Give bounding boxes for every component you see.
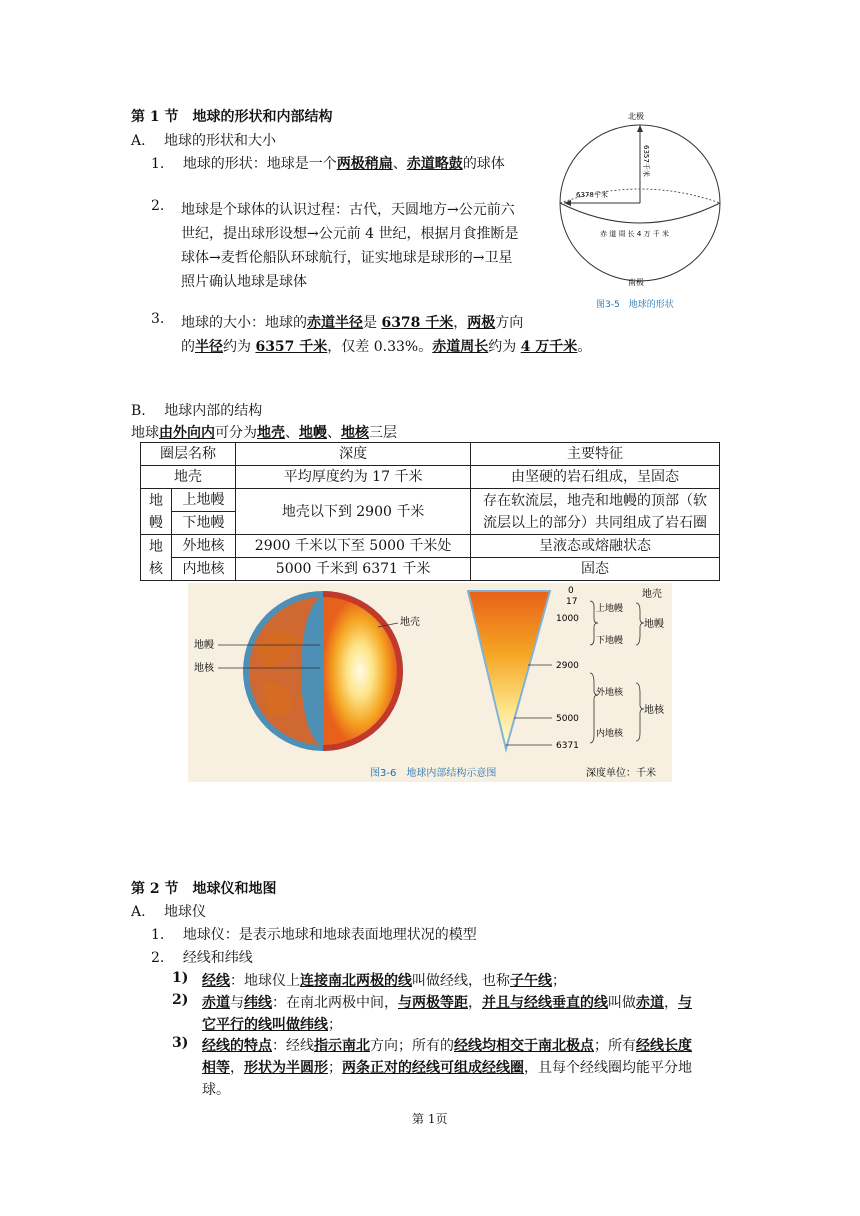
keyword: 形状为半圆形: [244, 1060, 328, 1076]
keyword: 赤道半径: [307, 315, 363, 331]
intro-text: 可分为: [215, 425, 257, 441]
meridian-features-item: [202, 1035, 692, 1101]
table-row: [141, 535, 720, 558]
section1-title: 第 1 节 地球的形状和内部结构: [131, 109, 333, 125]
table-cell: 2900 千米以下至 5000 千米处: [236, 535, 471, 558]
item-text: 是: [363, 315, 382, 331]
keyword: 地幔: [299, 425, 327, 441]
table-cell: 下地幔: [172, 512, 236, 535]
item-text: ；: [328, 1017, 342, 1033]
keyword: 赤道: [202, 995, 230, 1011]
upper-mantle-label: 上地幔: [596, 604, 624, 614]
table-cell: 外地核: [172, 535, 236, 558]
keyword: 半径: [195, 339, 223, 355]
globe-shape-figure: [556, 105, 726, 315]
table-cell: 固态: [471, 558, 720, 581]
item-text: ，仅差 0.33%。: [327, 339, 433, 355]
keyword: 4 万千米: [520, 339, 578, 355]
keyword: 赤道: [636, 995, 664, 1011]
group-char: 地: [149, 538, 163, 555]
item-text: ；: [552, 973, 566, 989]
item-text: 的球体: [462, 156, 505, 172]
sub-number: 1): [172, 970, 189, 986]
keyword: 6357 千米: [255, 339, 328, 355]
table-header: 主要特征: [471, 443, 720, 466]
keyword: 与: [678, 995, 692, 1011]
item-text: 的: [181, 339, 195, 355]
part-a-text: 地球的形状和大小: [164, 133, 277, 149]
item-number: 1.: [151, 156, 165, 172]
table-row: [141, 558, 720, 581]
item-text: ：经线: [272, 1038, 314, 1054]
item-text: ，: [453, 315, 468, 331]
table-group-cell: [141, 489, 172, 535]
size-item: [181, 311, 591, 359]
item-text: 。: [577, 339, 592, 355]
sub-number: 2): [172, 992, 189, 1008]
mantle-label: 地幔: [194, 640, 214, 651]
sub-item-number: [172, 970, 188, 986]
cell-line: 存在软流层，地壳和地幔的顶部（软: [483, 492, 708, 509]
table-cell: 内地核: [172, 558, 236, 581]
intro-text: 地球: [131, 425, 159, 441]
crust-right-label: 地壳: [642, 589, 662, 600]
separator: 、: [392, 156, 407, 172]
globe-def-item: [151, 924, 477, 944]
item-text: ：地球仪上: [230, 973, 300, 989]
item-text: 地球仪：是表示地球和地球表面地理状况的模型: [182, 927, 477, 943]
lines-item: [151, 947, 253, 967]
item-text: ，且每个经线圈均能平分地: [524, 1060, 692, 1076]
page-number: 第 1页: [412, 1112, 448, 1126]
table-cell: 平均厚度约为 17 千米: [236, 466, 471, 489]
item-number: 1.: [151, 927, 165, 943]
section2-part-a: [131, 901, 206, 921]
keyword: 由外向内: [159, 425, 215, 441]
item-text: ；所有: [594, 1038, 636, 1054]
item-number: 2.: [151, 198, 165, 214]
depth-label: 0: [568, 586, 574, 596]
part-a-label: A.: [131, 133, 146, 149]
item-text: ，: [468, 995, 482, 1011]
table-row: [141, 466, 720, 489]
core-label: 地核: [194, 663, 214, 674]
keyword: 经线长度: [636, 1038, 692, 1054]
keyword: 连接南北两极的线: [300, 973, 412, 989]
keyword: 经线: [202, 973, 230, 989]
separator: 、: [327, 425, 341, 441]
polar-radius-label: 6357千米: [642, 145, 650, 177]
cell-line: 流层以上的部分）共同组成了岩石圈: [483, 514, 708, 531]
item-text: 约为: [488, 339, 521, 355]
part-a-label: A.: [131, 904, 146, 920]
table-cell: 呈液态或熔融状态: [471, 535, 720, 558]
depth-label: 17: [566, 597, 578, 607]
item-text: 方向；所有的: [370, 1038, 454, 1054]
mantle-right-label: 地幔: [644, 619, 664, 630]
equatorial-radius-label: 6378千米: [576, 191, 608, 199]
keyword: 相等: [202, 1060, 230, 1076]
keyword: 经线的特点: [202, 1038, 272, 1054]
history-text: [181, 198, 519, 294]
keyword: 子午线: [510, 973, 552, 989]
keyword: 纬线: [244, 995, 272, 1011]
depth-label: 2900: [556, 661, 579, 671]
crust-label: 地壳: [400, 617, 420, 628]
history-item: [151, 198, 164, 214]
group-char: 幔: [149, 514, 163, 531]
history-line: 世纪，提出球形设想→公元前 4 世纪，根据月食推断是: [181, 226, 519, 242]
meridian-item: [202, 970, 566, 990]
earth-structure-figure: [188, 583, 672, 782]
earth-layers-table: [140, 442, 720, 581]
table-cell: [471, 489, 720, 535]
item-text: ：在南北两极中间，: [272, 995, 398, 1011]
table-cell: 上地幔: [172, 489, 236, 512]
sub-number: 3): [172, 1035, 189, 1051]
keyword: 地壳: [257, 425, 285, 441]
south-pole-label: 南极: [628, 278, 644, 287]
group-char: 地: [149, 492, 163, 509]
item-text: ，: [664, 995, 678, 1011]
part-b-text: 地球内部的结构: [164, 403, 263, 419]
table-row: [141, 489, 720, 512]
sub-item-number: [172, 1035, 188, 1051]
layers-intro: [131, 422, 397, 442]
item-number: 2.: [151, 950, 165, 966]
keyword: 赤道周长: [432, 339, 489, 355]
equator-front: [560, 203, 720, 223]
part-a-text: 地球仪: [164, 904, 207, 920]
table-cell: 5000 千米到 6371 千米: [236, 558, 471, 581]
keyword: 并且与经线垂直的线: [482, 995, 608, 1011]
lower-mantle-label: 下地幔: [596, 636, 624, 646]
keyword: 指示南北: [314, 1038, 370, 1054]
keyword: 与两极等距: [398, 995, 468, 1011]
item-number: 3.: [151, 311, 165, 327]
part-a-heading: [131, 130, 276, 150]
intro-text: 三层: [369, 425, 397, 441]
history-line: 照片确认地球是球体: [181, 274, 307, 290]
item-text: 叫做经线，也称: [412, 973, 510, 989]
core-right-label: 地核: [644, 705, 664, 716]
keyword: 经线均相交于南北极点: [454, 1038, 594, 1054]
keyword: 它平行的线叫做纬线: [202, 1017, 328, 1033]
item-text: 地球的形状：地球是一个: [182, 156, 337, 172]
history-line: 地球是个球体的认识过程：古代，天圆地方→公元前六: [181, 202, 515, 218]
keyword: 两条正对的经线可组成经线圈: [342, 1060, 524, 1076]
table-group-cell: [141, 535, 172, 581]
item-text: 与: [230, 995, 244, 1011]
item-text: 地球的大小：地球的: [181, 315, 307, 331]
depth-label: 6371: [556, 741, 579, 751]
depth-label: 5000: [556, 714, 579, 724]
table-cell: 地壳: [141, 466, 236, 489]
history-line: 球体→麦哲伦船队环球航行，证实地球是球形的→卫星: [181, 250, 513, 266]
depth-label: 1000: [556, 614, 579, 624]
depth-unit-label: 深度单位：千米: [586, 768, 656, 779]
item-text: ，: [230, 1060, 244, 1076]
group-char: 核: [149, 560, 163, 577]
table-header-row: [141, 443, 720, 466]
globe-caption: 图3-5 地球的形状: [596, 300, 674, 310]
keyword: 两极稍扁: [336, 156, 393, 172]
item-text: 方向: [495, 315, 524, 331]
inner-core-label: 内地核: [596, 729, 624, 739]
part-b-heading: [131, 400, 262, 420]
item-text: 经线和纬线: [182, 950, 253, 966]
item-text: 叫做: [608, 995, 636, 1011]
table-cell: 由坚硬的岩石组成，呈固态: [471, 466, 720, 489]
north-pole-label: 北极: [628, 112, 644, 121]
keyword: 两极: [467, 315, 496, 331]
part-b-label: B.: [131, 403, 146, 419]
item-text: 约为: [223, 339, 256, 355]
keyword: 地核: [341, 425, 369, 441]
structure-caption: 图3-6 地球内部结构示意图: [370, 768, 497, 779]
table-header: 圈层名称: [141, 443, 236, 466]
equator-length-label: 赤 道 周 长 4 万 千 米: [600, 230, 670, 238]
item-text: ；: [328, 1060, 342, 1076]
keyword: 赤道略鼓: [406, 156, 463, 172]
sub-item-number: [172, 992, 188, 1008]
separator: 、: [285, 425, 299, 441]
arrow-up-icon: [637, 125, 643, 132]
section2-title: 第 2 节 地球仪和地图: [131, 881, 277, 897]
equator-item: [202, 992, 692, 1036]
table-header: 深度: [236, 443, 471, 466]
keyword: 6378 千米: [381, 315, 454, 331]
outer-core-label: 外地核: [596, 688, 624, 698]
item-text: 球。: [202, 1082, 230, 1098]
table-cell: 地壳以下到 2900 千米: [236, 489, 471, 535]
shape-item: [151, 153, 505, 173]
size-item-number: [151, 311, 164, 327]
